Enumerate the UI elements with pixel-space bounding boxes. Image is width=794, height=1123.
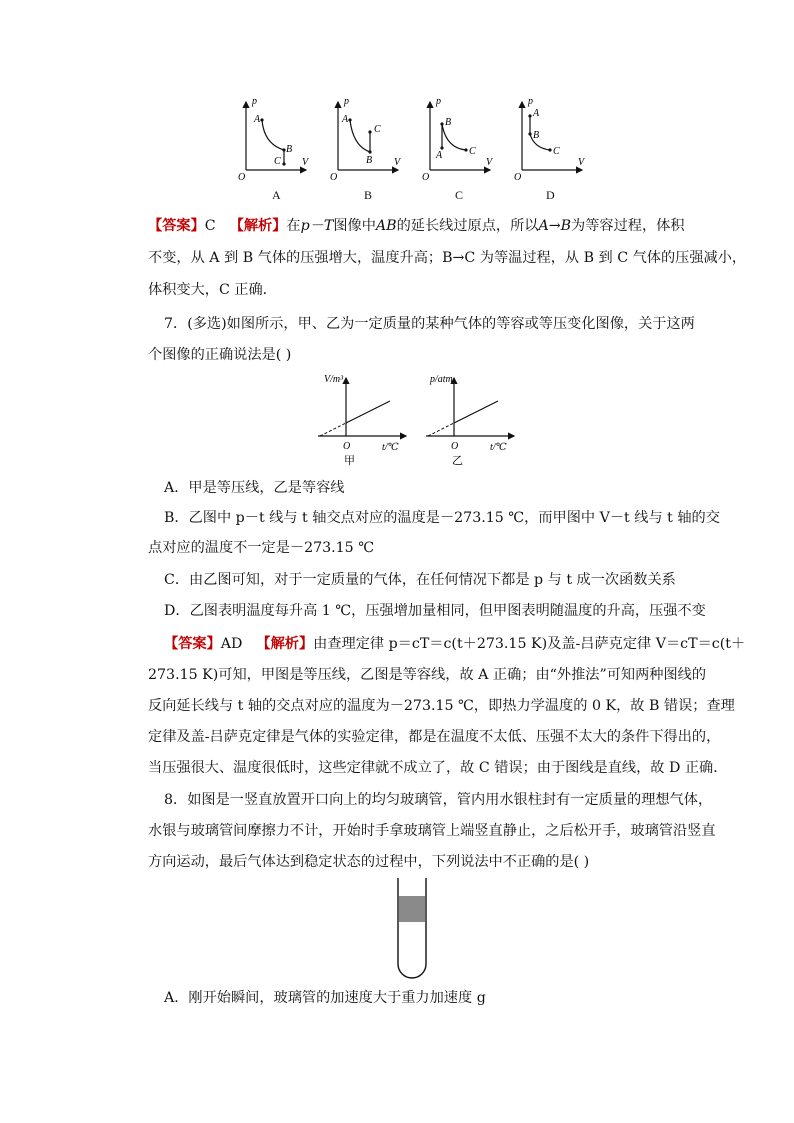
figure-q6-graphs [228,92,598,202]
q7-answer-line5: 当压强很大、温度很低时，这些定律就不成立了，故 C 错误；由于图线是直线，故 D 正确． [148,760,728,776]
svg-text:O: O [514,172,522,183]
svg-text:A: A [342,114,349,125]
caption-d: D [546,188,555,202]
q8-option-a: A．刚开始瞬间，玻璃管的加速度大于重力加速度 g [164,990,486,1006]
q7-answer-line2: 273.15 K)可知，甲图是等压线，乙图是等容线，故 A 正确；由“外推法”可知两种图线的 [148,667,707,683]
q7-option-a: A．甲是等压线，乙是等容线 [164,480,345,496]
svg-text:C: C [274,156,281,167]
q7-answer-line4: 定律及盖-吕萨克定律是气体的实验定律，都是在温度不太低、压强不太大的条件下得出的， [148,729,721,745]
answer-letter: C [204,218,216,234]
svg-text:A: A [436,150,443,161]
yi-xlabel: t/℃ [490,442,507,453]
q7-stem-line2: 个图像的正确说法是( ) [148,347,292,363]
figure-q7-graphs [310,368,520,472]
figure-q7 [310,368,520,472]
q8-stem-line3: 方向运动，最后气体达到稳定状态的过程中，下列说法中不正确的是( ) [148,854,590,870]
caption-c: C [455,188,464,202]
svg-text:O: O [422,172,430,183]
answer-letter: AD [220,636,243,652]
glass-tube-figure [392,876,432,980]
q7-stem-line1: 7．(多选)如图所示，甲、乙为一定质量的某种气体的等容或等压变化图像，关于这两 [164,316,695,332]
axis-p-label: p [252,96,257,107]
caption-b: B [364,188,373,202]
svg-text:p: p [436,96,441,107]
svg-text:O: O [330,172,338,183]
yi-caption: 乙 [452,455,463,467]
q7-option-b-line1: B．乙图中 p－t 线与 t 轴交点对应的温度是－273.15 ℃，而甲图中 V－t 线与 t 轴的交 [164,510,720,526]
graph-yi [426,374,514,467]
svg-text:V: V [578,157,585,168]
q7-answer-line3: 反向延长线与 t 轴的交点对应的温度为－273.15 ℃，即热力学温度的 0 K，故 B 错误；查理 [148,698,735,714]
mercury-column [399,896,425,922]
q8-stem-line2: 水银与玻璃管间摩擦力不计，开始时手拿玻璃管上端竖直静止，之后松开手，玻璃管沿竖直 [148,823,716,839]
glass-tube [392,876,432,980]
svg-text:V: V [394,157,401,168]
origin-label: O [238,172,246,183]
jia-caption: 甲 [344,455,355,467]
analysis-tag: 【解析】 [229,218,287,234]
svg-text:C: C [374,124,381,135]
q7-option-b-line2: 点对应的温度不一定是－273.15 ℃ [148,540,375,556]
svg-text:B: B [366,155,373,166]
jia-ylabel: V/m³ [324,374,344,385]
svg-text:O: O [343,441,351,452]
q7-answer-line1: 【答案】AD 【解析】由查理定律 p＝cT＝c(t＋273.15 K)及盖-吕萨克定律 V＝cT＝c(t＋ [164,636,746,652]
caption-a: A [272,188,281,202]
graph-a [238,96,310,183]
q6-answer-line2: 不变，从 A 到 B 气体的压强增大，温度升高；B→C 为等温过程，从 B 到 C 气体的压强减小， [148,250,747,266]
graph-d [514,96,586,183]
svg-text:O: O [451,441,459,452]
analysis-tag: 【解析】 [256,636,314,652]
svg-text:A: A [254,114,261,125]
svg-text:B: B [286,144,293,155]
svg-text:C: C [469,146,476,157]
jia-xlabel: t/℃ [382,442,399,453]
svg-text:C: C [553,146,560,157]
q8-stem-line1: 8．如图是一竖直放置开口向上的均匀玻璃管，管内用水银柱封有一定质量的理想气体， [164,792,713,808]
svg-text:B: B [533,130,540,141]
yi-ylabel: p/atm [430,374,453,385]
answer-tag: 【答案】 [164,636,221,652]
svg-text:p: p [528,96,533,107]
graph-b [330,96,402,183]
svg-text:p: p [344,96,349,107]
svg-text:V: V [486,157,493,168]
q6-answer-line1: 【答案】C 【解析】在p－T图像中AB的延长线过原点，所以A→B为等容过程，体积 [148,218,685,234]
graph-jia [318,374,406,467]
svg-text:B: B [445,117,452,128]
q6-answer-line3: 体积变大，C 正确． [148,282,277,298]
graph-c [422,96,494,183]
q7-option-c: C．由乙图可知，对于一定质量的气体，在任何情况下都是 p 与 t 成一次函数关系 [164,572,676,588]
axis-v-label: V [302,157,309,168]
answer-tag: 【答案】 [148,218,205,234]
svg-text:A: A [533,108,540,119]
figure-q6 [228,92,598,202]
q7-option-d: D．乙图表明温度每升高 1 ℃，压强增加量相同，但甲图表明随温度的升高，压强不变 [164,603,706,619]
